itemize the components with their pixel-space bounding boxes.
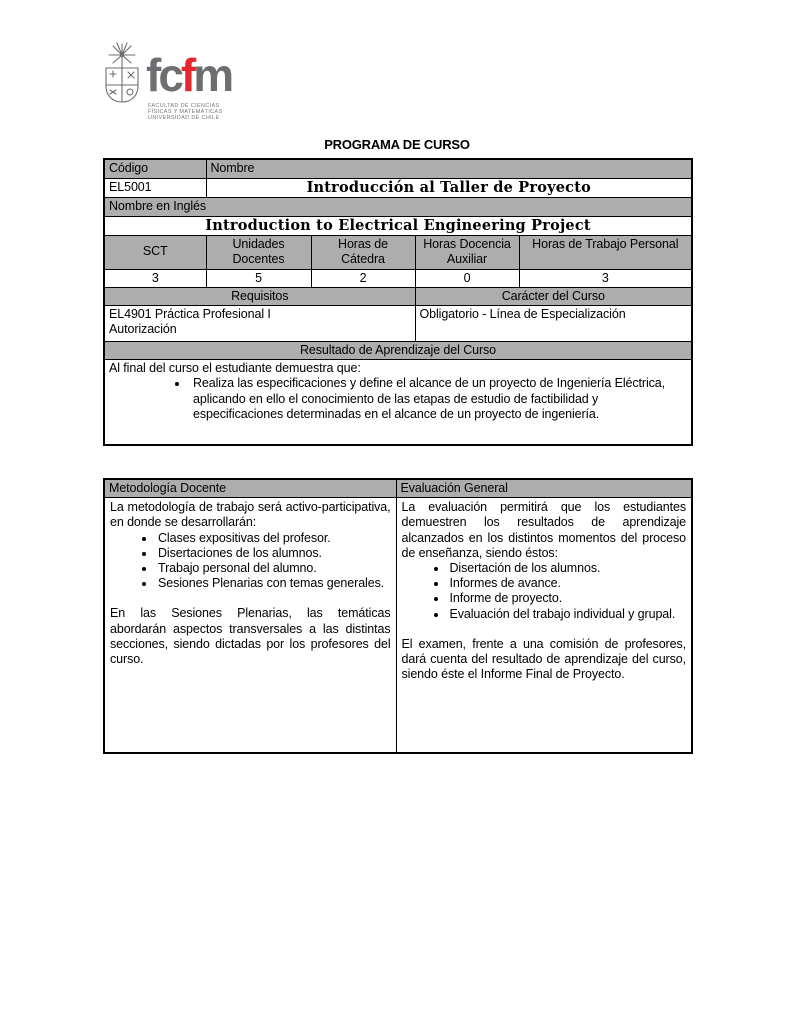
- evaluacion-para-2: El examen, frente a una comisión de profesores, dará cuenta del resultado de aprendizaje del curso, siendo éste el Informe Final de Proyecto.: [401, 636, 686, 682]
- table-row: [104, 479, 692, 498]
- course-name-es: Introducción al Taller de Proyecto: [206, 178, 692, 197]
- codigo-value: EL5001: [104, 178, 206, 197]
- codigo-label: Código: [104, 159, 206, 178]
- table-row: [104, 341, 692, 359]
- methodology-evaluation-table: [103, 478, 693, 754]
- evaluacion-para-1: La evaluación permitirá que los estudiantes demuestren los resultados de aprendizaje alcanzados en los distintos momentos del proceso de enseñanza, siendo éstos:: [401, 500, 686, 560]
- value-horas-catedra: 2: [311, 269, 415, 287]
- table-row: [104, 197, 692, 216]
- list-item: • Informe de proyecto.: [448, 591, 687, 606]
- wordmark-fc: fc: [146, 49, 181, 101]
- value-horas-docencia-auxiliar: 0: [415, 269, 519, 287]
- university-crest-icon: [99, 42, 145, 104]
- evaluacion-header: Evaluación General: [396, 479, 692, 498]
- requisito-line-2: Autorización: [109, 322, 177, 337]
- faculty-line-1: FACULTAD DE CIENCIAS: [148, 103, 220, 109]
- list-item: • Clases expositivas del profesor.: [156, 531, 391, 546]
- resultado-bullet-list: [169, 376, 687, 422]
- metodologia-bullet-list: [138, 531, 391, 592]
- metodologia-content: [104, 498, 396, 753]
- table-row: [104, 216, 692, 235]
- requisitos-value: [104, 305, 415, 341]
- wordmark-m: m: [193, 49, 232, 101]
- course-name-en: Introduction to Electrical Engineering Project: [104, 216, 692, 235]
- header-unidades-docentes: Unidades Docentes: [206, 235, 311, 269]
- table-row: [104, 360, 692, 445]
- list-item: • Evaluación del trabajo individual y grupal.: [448, 607, 687, 622]
- header-horas-docencia-auxiliar: Horas Docencia Auxiliar: [415, 235, 519, 269]
- header-horas-catedra: Horas de Cátedra: [311, 235, 415, 269]
- evaluacion-content: [396, 498, 692, 753]
- table-row: [104, 269, 692, 287]
- header-horas-trabajo-personal: Horas de Trabajo Personal: [519, 235, 692, 269]
- resultado-intro: Al final del curso el estudiante demuestra que:: [109, 361, 361, 376]
- caracter-label: Carácter del Curso: [415, 287, 692, 305]
- metodologia-header: Metodología Docente: [104, 479, 396, 498]
- table-row: [104, 305, 692, 341]
- list-item: • Trabajo personal del alumno.: [156, 561, 391, 576]
- page-title: PROGRAMA DE CURSO: [324, 137, 470, 152]
- metodologia-para-2: En las Sesiones Plenarias, las temáticas abordarán aspectos transversales a las distintas secciones, siendo dictadas por los profesores del curso.: [110, 606, 391, 667]
- course-info-table: [103, 158, 693, 446]
- faculty-name: [148, 104, 223, 122]
- list-item: • Disertación de los alumnos.: [448, 561, 687, 576]
- list-item: • Disertaciones de los alumnos.: [156, 546, 391, 561]
- table-row: [104, 235, 692, 269]
- table-row: [104, 178, 692, 197]
- evaluacion-bullet-list: [430, 561, 687, 622]
- table-row: [104, 287, 692, 305]
- resultado-label: Resultado de Aprendizaje del Curso: [104, 341, 692, 359]
- value-horas-trabajo-personal: 3: [519, 269, 692, 287]
- metodologia-para-1: La metodología de trabajo será activo-participativa, en donde se desarrollarán:: [110, 500, 391, 530]
- table-row: [104, 498, 692, 753]
- table-row: [104, 159, 692, 178]
- nombre-ingles-label: Nombre en Inglés: [104, 197, 692, 216]
- fcfm-wordmark: [146, 49, 232, 101]
- value-sct: 3: [104, 269, 206, 287]
- caracter-value: Obligatorio - Línea de Especialización: [415, 305, 692, 341]
- list-item: • Informes de avance.: [448, 576, 687, 591]
- resultado-content: [104, 360, 692, 445]
- faculty-line-2: FÍSICAS Y MATEMÁTICAS: [148, 108, 223, 115]
- value-unidades-docentes: 5: [206, 269, 311, 287]
- requisitos-label: Requisitos: [104, 287, 415, 305]
- header-sct: SCT: [104, 235, 206, 269]
- requisito-line-1: EL4901 Práctica Profesional I: [109, 306, 271, 321]
- list-item: • Sesiones Plenarias con temas generales.: [156, 576, 391, 591]
- nombre-label: Nombre: [206, 159, 692, 178]
- list-item: • Realiza las especificaciones y define el alcance de un proyecto de Ingeniería Eléctrica, aplicando en ello el conocimiento de las etapas de estudio de factibilidad y especificaciones determinadas en el alcance de un proyecto de ingeniería.: [189, 376, 687, 422]
- faculty-line-3: UNIVERSIDAD DE CHILE: [148, 114, 220, 121]
- wordmark-red-f: f: [180, 49, 194, 101]
